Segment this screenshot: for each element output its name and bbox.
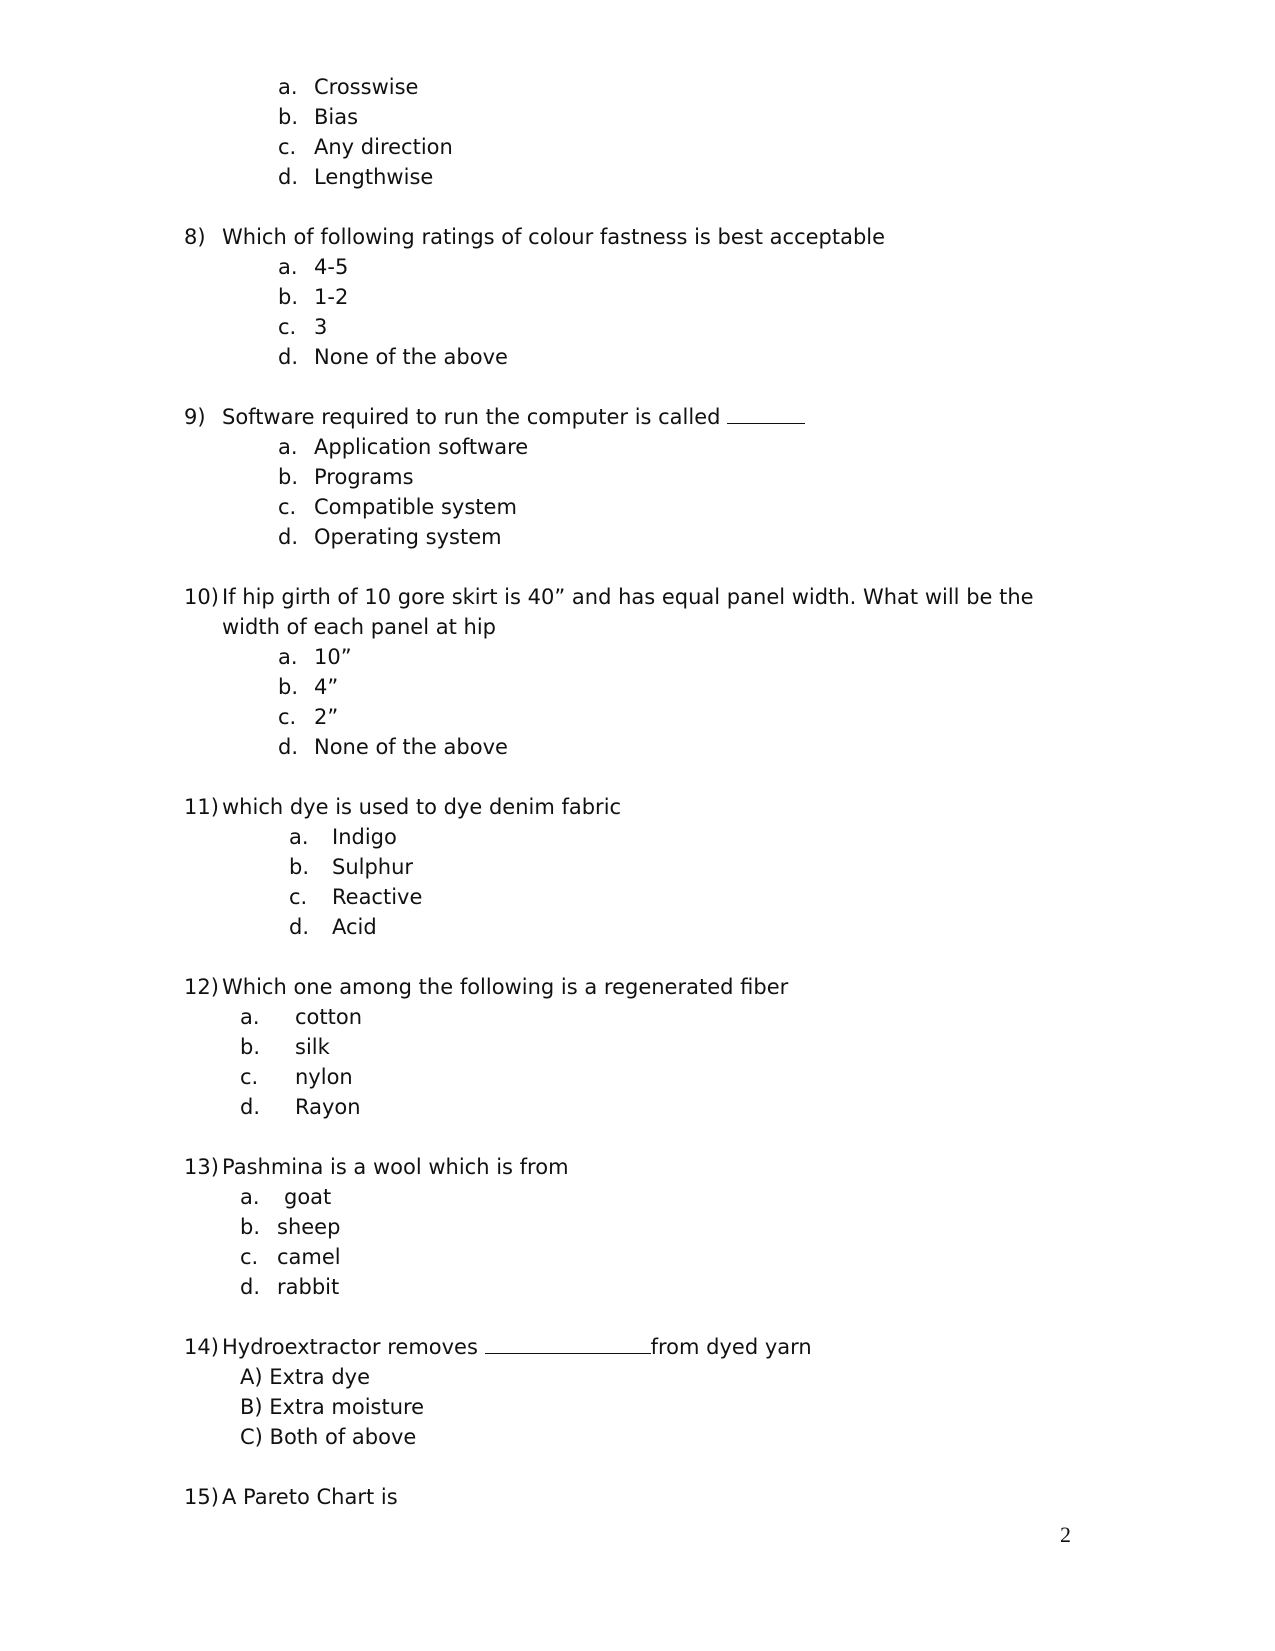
question-number: 8) (184, 225, 206, 249)
option-text: camel (277, 1245, 341, 1269)
option-label: d. (278, 525, 299, 549)
option-label: c. (240, 1065, 259, 1089)
option-text: 4-5 (314, 255, 349, 279)
question-number: 10) (184, 585, 219, 609)
option-label: d. (278, 165, 299, 189)
answer-blank (727, 405, 805, 424)
question-text-line2: width of each panel at hip (222, 615, 496, 639)
question-text-before: Hydroextractor removes (222, 1335, 478, 1359)
question-text: A Pareto Chart is (222, 1485, 398, 1509)
option-text: 1-2 (314, 285, 349, 309)
option-label: d. (240, 1095, 261, 1119)
option-text: 2” (314, 705, 339, 729)
option-text: Lengthwise (314, 165, 434, 189)
option-text: Rayon (295, 1095, 361, 1119)
question-text: Pashmina is a wool which is from (222, 1155, 569, 1179)
question-text-main: Software required to run the computer is called (222, 405, 721, 429)
option-label: b. (278, 105, 299, 129)
option-text: Sulphur (332, 855, 414, 879)
option-label: a. (278, 75, 298, 99)
option-label: b. (289, 855, 310, 879)
option-text: 3 (314, 315, 328, 339)
question-text: which dye is used to dye denim fabric (222, 795, 622, 819)
option-text: Operating system (314, 525, 502, 549)
question-number: 15) (184, 1485, 219, 1509)
option-label: c. (278, 495, 297, 519)
option-text: Reactive (332, 885, 423, 909)
option-label: c. (278, 705, 297, 729)
option-text: 10” (314, 645, 352, 669)
option-label: c. (240, 1245, 259, 1269)
option-text: Crosswise (314, 75, 419, 99)
option-label: a. (240, 1005, 260, 1029)
option-text: Any direction (314, 135, 453, 159)
question-number: 14) (184, 1335, 219, 1359)
option-label: b. (240, 1035, 261, 1059)
question-text (222, 404, 805, 430)
option-label: d. (278, 735, 299, 759)
question-number: 12) (184, 975, 219, 999)
option-label: b. (240, 1215, 261, 1239)
option-text: 4” (314, 675, 339, 699)
option-label: a. (278, 645, 298, 669)
option-label: d. (289, 915, 310, 939)
option-label: c. (278, 315, 297, 339)
option-text: goat (284, 1185, 332, 1209)
option-label: b. (278, 465, 299, 489)
answer-blank (485, 1335, 651, 1354)
question-text (222, 1334, 812, 1360)
option-text: nylon (295, 1065, 353, 1089)
question-number: 13) (184, 1155, 219, 1179)
option-label: d. (240, 1275, 261, 1299)
question-text: Which of following ratings of colour fastness is best acceptable (222, 225, 886, 249)
option-label: c. (289, 885, 308, 909)
option-label: a. (240, 1185, 260, 1209)
option-text: Programs (314, 465, 414, 489)
option-label: a. (278, 255, 298, 279)
option-label: b. (278, 285, 299, 309)
option-text: Acid (332, 915, 377, 939)
option-text: None of the above (314, 735, 508, 759)
question-number: 9) (184, 405, 206, 429)
option-text: Application software (314, 435, 529, 459)
option-label: d. (278, 345, 299, 369)
option-label: a. (289, 825, 309, 849)
question-text-line1: If hip girth of 10 gore skirt is 40” and has equal panel width. What will be the (222, 585, 1034, 609)
option-text: Compatible system (314, 495, 517, 519)
question-number: 11) (184, 795, 219, 819)
option-label: b. (278, 675, 299, 699)
page-number: 2 (1060, 1522, 1071, 1547)
option-label: a. (278, 435, 298, 459)
option-text: None of the above (314, 345, 508, 369)
option-label: c. (278, 135, 297, 159)
option-text: Indigo (332, 825, 397, 849)
option-text: cotton (295, 1005, 363, 1029)
option-text: silk (295, 1035, 330, 1059)
option-text: A) Extra dye (240, 1365, 371, 1389)
option-text: Bias (314, 105, 359, 129)
question-text: Which one among the following is a regenerated fiber (222, 975, 789, 999)
option-text: rabbit (277, 1275, 340, 1299)
option-text: C) Both of above (240, 1425, 417, 1449)
option-text: sheep (277, 1215, 341, 1239)
option-text: B) Extra moisture (240, 1395, 425, 1419)
question-text-after: from dyed yarn (650, 1335, 812, 1359)
